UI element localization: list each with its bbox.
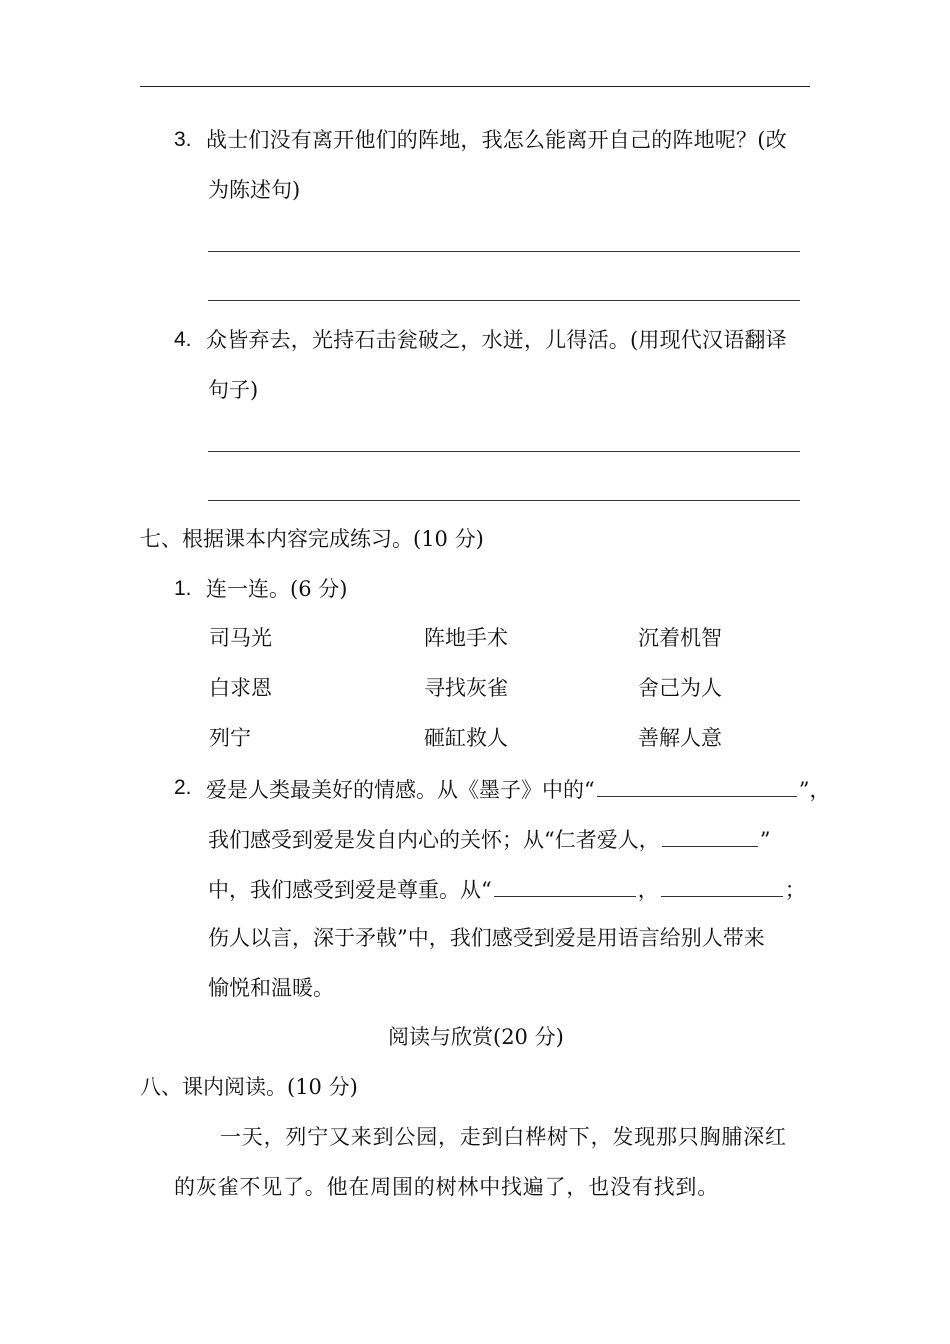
match-left-item[interactable]: 白求恩 (209, 676, 272, 700)
q3-text-line1: 战士们没有离开他们的阵地，我怎么能离开自己的阵地呢？(改 (206, 128, 787, 152)
s7-q1-prompt: 连一连。(6 分) (206, 577, 348, 601)
s7-q2-line4: 伤人以言，深于矛戟”中，我们感受到爱是用语言给别人带来 (208, 926, 765, 950)
reading-section-title: 阅读与欣赏(20 分) (388, 1025, 564, 1049)
match-right-item[interactable]: 善解人意 (638, 726, 722, 750)
q4-number: 4. (174, 328, 192, 351)
s7-q2-line3 (208, 874, 806, 904)
s7-q2-line1 (206, 774, 830, 804)
q4-answer-line-2[interactable] (208, 500, 800, 501)
s7-q2-line5: 愉悦和温暖。 (208, 976, 334, 1000)
q3-answer-line-1[interactable] (208, 251, 800, 252)
passage-line1: 一天，列宁又来到公园，走到白桦树下，发现那只胸脯深红 (220, 1125, 787, 1149)
q3-answer-line-2[interactable] (208, 300, 800, 301)
match-right-item[interactable]: 舍己为人 (638, 676, 722, 700)
s7-q2-line3-end: ； (784, 878, 806, 902)
header-rule (140, 86, 810, 87)
blank-mozi-quote[interactable] (597, 774, 797, 797)
q4-text-line2: 句子) (208, 378, 259, 402)
s7-q2-line2-text: 我们感受到爱是发自内心的关怀；从“仁者爱人， (208, 828, 660, 852)
match-right-item[interactable]: 沉着机智 (638, 626, 722, 650)
s7-q2-line3-comma: ， (637, 878, 659, 902)
s7-q2-line2-end: ” (759, 828, 771, 852)
s7-q2-line2 (208, 824, 770, 854)
blank-quote-part2[interactable] (661, 874, 783, 897)
match-left-item[interactable]: 列宁 (209, 726, 251, 750)
s7-q1-number: 1. (174, 577, 192, 600)
q3-text-line2: 为陈述句) (208, 178, 301, 202)
q4-text-line1: 众皆弃去，光持石击瓮破之，水迸，儿得活。(用现代汉语翻译 (206, 328, 787, 352)
section7-title: 七、根据课本内容完成练习。(10 分) (140, 527, 484, 551)
s7-q2-line3-text: 中，我们感受到爱是尊重。从“ (208, 878, 492, 902)
match-left-item[interactable]: 司马光 (209, 626, 272, 650)
passage-line2: 的灰雀不见了。他在周围的树林中找遍了，也没有找到。 (174, 1175, 719, 1199)
s7-q2-line1-text: 爱是人类最美好的情感。从《墨子》中的“ (206, 778, 595, 802)
blank-quote-part1[interactable] (494, 874, 636, 897)
section8-title: 八、课内阅读。(10 分) (140, 1075, 358, 1099)
s7-q2-line1-end: ”， (798, 778, 831, 802)
match-middle-item[interactable]: 砸缸救人 (424, 726, 508, 750)
blank-renzhe-airen[interactable] (662, 824, 758, 847)
match-middle-item[interactable]: 寻找灰雀 (424, 676, 508, 700)
match-middle-item[interactable]: 阵地手术 (424, 626, 508, 650)
s7-q2-number: 2. (174, 776, 192, 799)
q4-answer-line-1[interactable] (208, 451, 800, 452)
q3-number: 3. (174, 128, 192, 151)
